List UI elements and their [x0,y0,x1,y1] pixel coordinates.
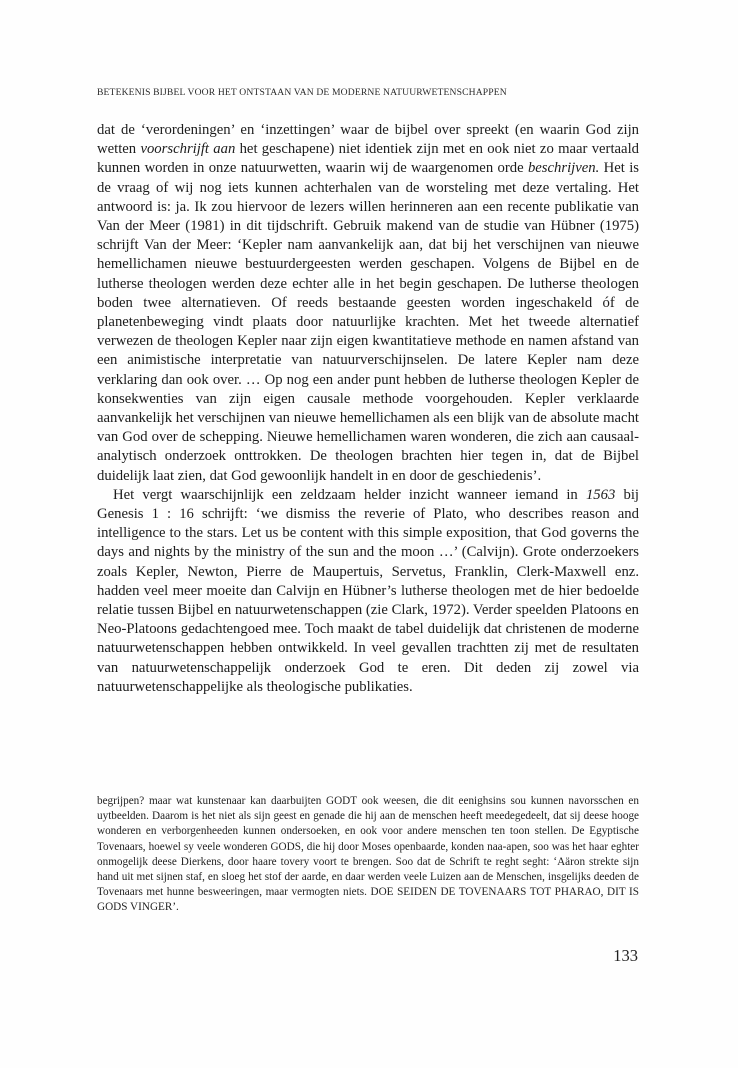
running-head: BETEKENIS BIJBEL VOOR HET ONTSTAAN VAN DE MODERNE NATUURWETENSCHAPPEN [97,87,507,98]
paragraph-1 [97,121,639,486]
paragraph-2 [97,486,639,697]
paragraph-1-text-c: Het is de vraag of wij nog iets kunnen achterhalen van de worsteling met deze vertaling. Het antwoord is: ja. Ik zou hiervoor de lezers willen herinneren aan een recente publikatie van Van der Meer (1981) in dit tijdschrift. Gebruik makend van de studie van Hübner (1975) schrijft Van der Meer: ‘Kepler nam aanvankelijk aan, dat bij het verschijnen van nieuwe hemellichamen nieuwe bestuurdergeesten werden geschapen. Volgens de Bijbel en de lutherse theologen werden deze echter alle in het begin geschapen. De lutherse theologen boden twee alternatieven. Of reeds bestaande geesten worden ingeschakeld óf de planetenbeweging vindt plaats door natuurlijke krachten. Met het tweede alternatief verwezen de theologen Kepler naar zijn eigen kwantitatieve methode en namen afstand van een animistische interpretatie van natuurverschijnselen. De latere Kepler nam deze verklaring dan ook over. … Op nog een ander punt hebben de lutherse theologen Kepler de konsekwenties van zijn eigen causale methode voorgehouden. Kepler verklaarde aanvankelijk het verschijnen van nieuwe hemellichamen als een blijk van de absolute macht van God over de schepping. Nieuwe hemellichamen waren wonderen, die zich aan causaal-analytisch onderzoek onttrokken. De theologen brachten hier tegen in, dat de Bijbel duidelijk laat zien, dat God gewoonlijk handelt in en door de geschiedenis’. [97,160,639,484]
paragraph-1-text-a: dat de ‘verordeningen’ en ‘inzettingen’ waar de bijbel over spreekt (en waarin God zijn wetten [97,122,639,158]
footnote: begrijpen? maar wat kunstenaar kan daarbuijten GODT ook weesen, die dit eenighsins sou kunnen navorsschen en uytbeelden. Daarom is het niet als sijn geest en genade die hij aan de menschen heeft meedegedeelt, dat sij deese hooge wonderen en verborgenheeden kunnen ondersoeken, en ook voor andere menschen ten toon stellen. De Egyptische Tovenaars, hoewel sy veele wonderen GODS, die hij door Moses openbaarde, konden naa-apen, soo was het haar eghter onmogelijk deese Dierkens, door haare tovery voort te brengen. Soo dat de Schrift te reght seght: ‘Aäron strekte sijn hand uit met sijnen staf, en sloeg het stof der aarde, en daar werden veele Luizen aan de Menschen, insgelijks deeden de Tovenaars met hunne besweeringen, maar vermogten niets. DOE SEIDEN DE TOVENAARS TOT PHARAO, DIT IS GODS VINGER’. [97,795,639,914]
body-text [97,121,639,697]
paragraph-2-text-b: bij Genesis 1 : 16 schrijft: ‘we dismiss the reverie of Plato, who describes reason and intelligence to the stars. Let us be content with this simple exposition, that God governs the days and nights by the ministry of the sun and the moon …’ (Calvijn). Grote onderzoekers zoals Kepler, Newton, Pierre de Maupertuis, Servetus, Franklin, Clerk-Maxwell enz. hadden veel meer moeite dan Calvijn en Hübner’s lutherse theologen met de hier bedoelde relatie tussen Bijbel en natuurwetenschappen (zie Clark, 1972). Verder speelden Platoons en Neo-Platoons gedachtengoed mee. Toch maakt de tabel duidelijk dat christenen de moderne natuurwetenschappen hebben ontwikkeld. In veel gevallen trachtten zij met de resultaten van natuurwetenschappelijk onderzoek God te eren. Dit deden zij zowel via natuurwetenschappelijke als theologische publikaties. [97,486,639,695]
paragraph-1-text-b: het geschapene) niet identiek zijn met en ook niet zo maar vertaald kunnen worden in onze natuurwetten, waarin wij de waargenomen orde [97,141,639,177]
paragraph-2-text-a: Het vergt waarschijnlijk een zeldzaam helder inzicht wanneer iemand in [113,486,586,503]
paragraph-1-emphasis-a: voorschrijft aan [140,141,236,158]
paragraph-1-emphasis-b: beschrijven. [527,160,600,177]
paragraph-2-emphasis-year: 1563 [585,486,616,503]
page-number: 133 [613,946,638,965]
